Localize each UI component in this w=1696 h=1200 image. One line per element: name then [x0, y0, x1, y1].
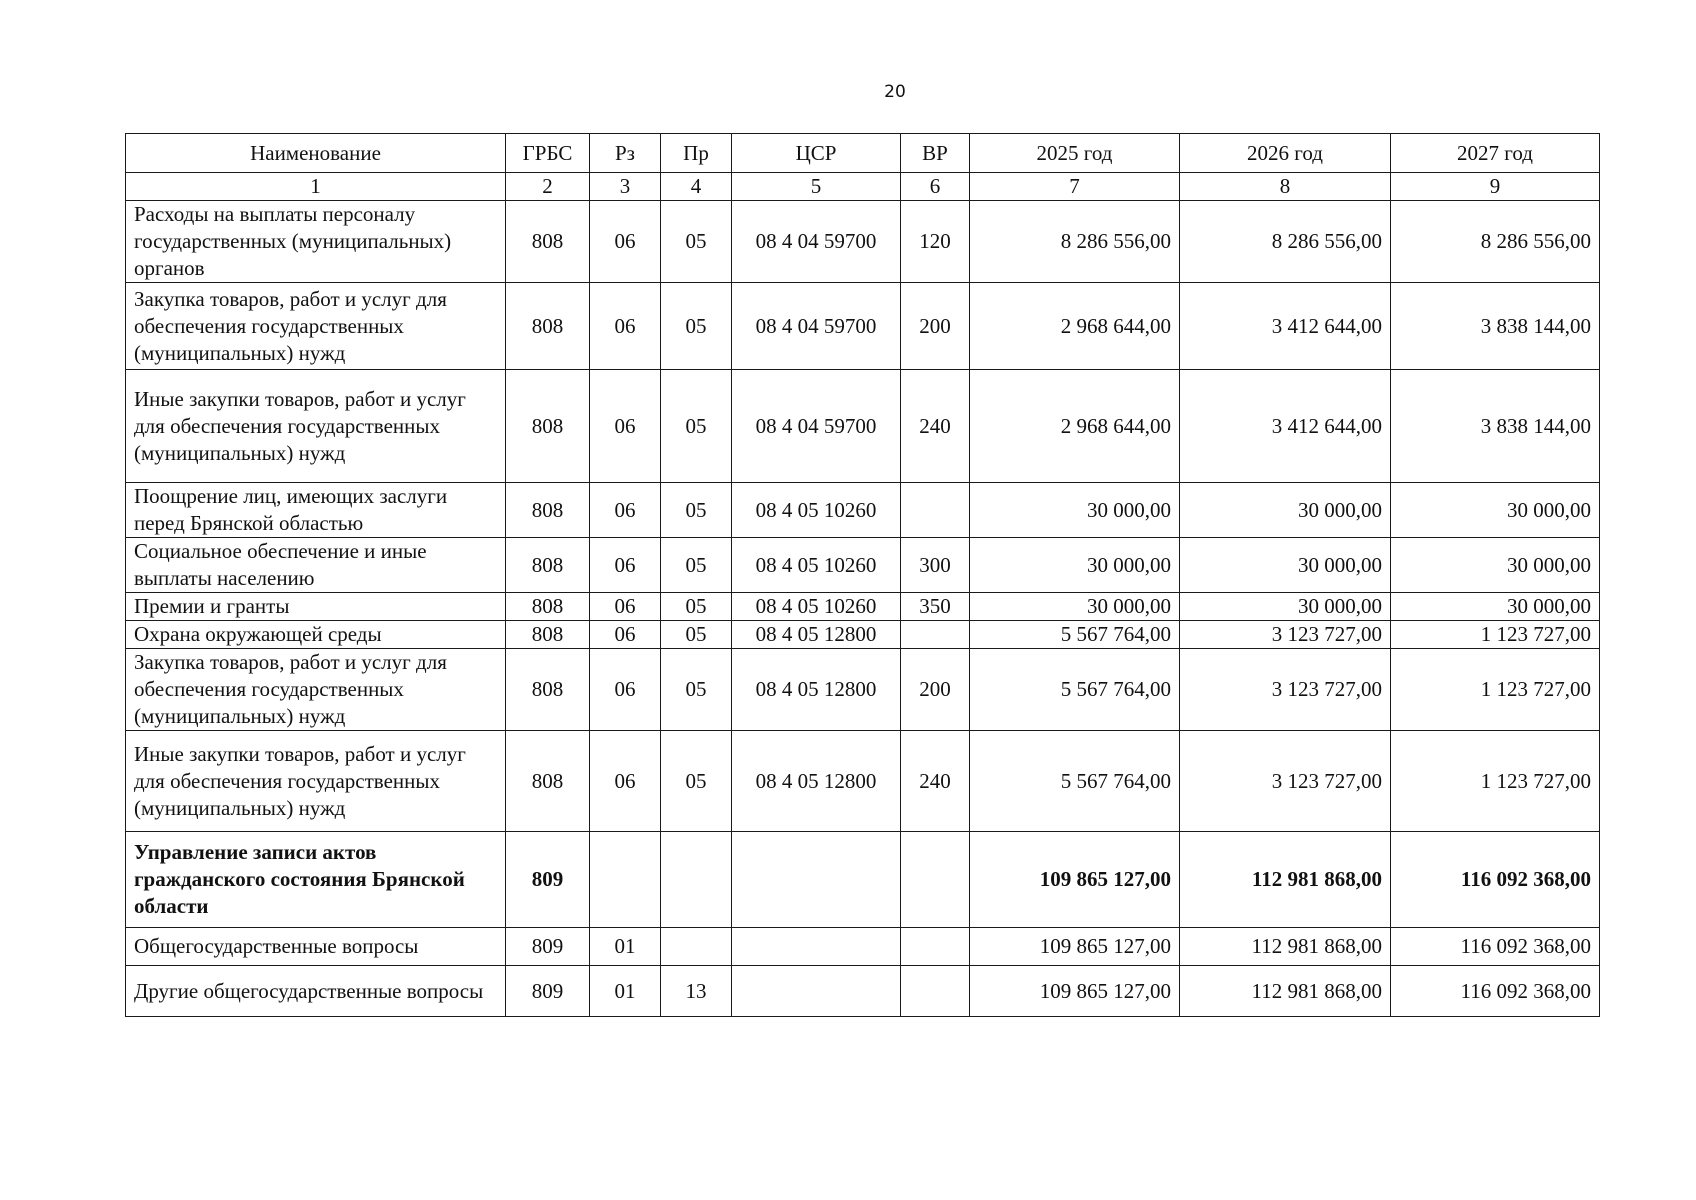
column-number: 3	[590, 173, 661, 201]
table-row	[126, 201, 1600, 283]
row-name: Поощрение лиц, имеющих заслуги перед Брянской областью	[126, 483, 506, 538]
row-amount-2026: 30 000,00	[1180, 483, 1391, 538]
header-pr: Пр	[661, 134, 732, 173]
row-name: Управление записи актов гражданского состояния Брянской области	[126, 832, 506, 928]
row-vr	[901, 621, 970, 649]
row-rz: 06	[590, 201, 661, 283]
row-amount-2027: 3 838 144,00	[1391, 283, 1600, 370]
table-row	[126, 538, 1600, 593]
row-name: Другие общегосударственные вопросы	[126, 966, 506, 1017]
row-pr: 05	[661, 649, 732, 731]
row-grbs: 808	[506, 370, 590, 483]
row-vr	[901, 832, 970, 928]
row-amount-2025: 109 865 127,00	[970, 832, 1180, 928]
row-amount-2026: 112 981 868,00	[1180, 928, 1391, 966]
table-row	[126, 283, 1600, 370]
row-csr: 08 4 04 59700	[732, 283, 901, 370]
row-grbs: 808	[506, 201, 590, 283]
row-amount-2027: 116 092 368,00	[1391, 966, 1600, 1017]
table-row	[126, 593, 1600, 621]
table-body	[126, 173, 1600, 1017]
row-amount-2026: 8 286 556,00	[1180, 201, 1391, 283]
row-pr: 05	[661, 283, 732, 370]
page-number: 20	[884, 82, 906, 102]
row-csr	[732, 832, 901, 928]
row-pr: 13	[661, 966, 732, 1017]
row-amount-2026: 30 000,00	[1180, 538, 1391, 593]
row-rz: 06	[590, 370, 661, 483]
header-2027: 2027 год	[1391, 134, 1600, 173]
header-2026: 2026 год	[1180, 134, 1391, 173]
budget-table	[125, 133, 1600, 1017]
row-pr	[661, 832, 732, 928]
row-vr: 240	[901, 731, 970, 832]
row-grbs: 809	[506, 832, 590, 928]
row-grbs: 808	[506, 731, 590, 832]
row-csr: 08 4 05 10260	[732, 538, 901, 593]
row-amount-2027: 30 000,00	[1391, 593, 1600, 621]
header-name: Наименование	[126, 134, 506, 173]
row-vr: 240	[901, 370, 970, 483]
row-amount-2026: 30 000,00	[1180, 593, 1391, 621]
row-amount-2026: 3 412 644,00	[1180, 370, 1391, 483]
row-amount-2026: 3 123 727,00	[1180, 731, 1391, 832]
table-row	[126, 483, 1600, 538]
row-csr: 08 4 05 12800	[732, 649, 901, 731]
row-pr: 05	[661, 731, 732, 832]
row-amount-2025: 30 000,00	[970, 538, 1180, 593]
column-number: 4	[661, 173, 732, 201]
row-name: Закупка товаров, работ и услуг для обеспечения государственных (муниципальных) нужд	[126, 649, 506, 731]
row-rz	[590, 832, 661, 928]
column-number: 1	[126, 173, 506, 201]
table-row	[126, 370, 1600, 483]
row-amount-2025: 2 968 644,00	[970, 370, 1180, 483]
row-amount-2026: 112 981 868,00	[1180, 832, 1391, 928]
table-row	[126, 649, 1600, 731]
row-pr: 05	[661, 538, 732, 593]
row-name: Расходы на выплаты персоналу государственных (муниципальных) органов	[126, 201, 506, 283]
column-number: 8	[1180, 173, 1391, 201]
row-name: Иные закупки товаров, работ и услуг для обеспечения государственных (муниципальных) нужд	[126, 731, 506, 832]
row-grbs: 808	[506, 538, 590, 593]
row-csr: 08 4 04 59700	[732, 370, 901, 483]
row-amount-2026: 3 123 727,00	[1180, 649, 1391, 731]
row-amount-2026: 112 981 868,00	[1180, 966, 1391, 1017]
row-name: Закупка товаров, работ и услуг для обеспечения государственных (муниципальных) нужд	[126, 283, 506, 370]
row-vr: 350	[901, 593, 970, 621]
row-rz: 01	[590, 928, 661, 966]
row-name: Иные закупки товаров, работ и услуг для обеспечения государственных (муниципальных) нужд	[126, 370, 506, 483]
row-grbs: 809	[506, 928, 590, 966]
row-pr: 05	[661, 593, 732, 621]
row-pr: 05	[661, 483, 732, 538]
row-amount-2026: 3 412 644,00	[1180, 283, 1391, 370]
column-number: 5	[732, 173, 901, 201]
row-amount-2027: 30 000,00	[1391, 538, 1600, 593]
header-grbs: ГРБС	[506, 134, 590, 173]
row-grbs: 808	[506, 483, 590, 538]
header-vr: ВР	[901, 134, 970, 173]
column-number: 6	[901, 173, 970, 201]
column-number: 2	[506, 173, 590, 201]
row-amount-2027: 1 123 727,00	[1391, 649, 1600, 731]
row-rz: 06	[590, 593, 661, 621]
row-amount-2027: 116 092 368,00	[1391, 832, 1600, 928]
row-csr	[732, 928, 901, 966]
row-csr: 08 4 05 10260	[732, 593, 901, 621]
row-csr: 08 4 05 12800	[732, 621, 901, 649]
column-number-row	[126, 173, 1600, 201]
row-vr	[901, 966, 970, 1017]
row-amount-2025: 5 567 764,00	[970, 621, 1180, 649]
row-amount-2025: 30 000,00	[970, 593, 1180, 621]
row-amount-2025: 109 865 127,00	[970, 928, 1180, 966]
row-vr: 120	[901, 201, 970, 283]
row-amount-2025: 109 865 127,00	[970, 966, 1180, 1017]
row-vr: 200	[901, 649, 970, 731]
row-rz: 01	[590, 966, 661, 1017]
table-row	[126, 832, 1600, 928]
row-grbs: 808	[506, 593, 590, 621]
row-pr: 05	[661, 370, 732, 483]
row-amount-2025: 30 000,00	[970, 483, 1180, 538]
column-number: 7	[970, 173, 1180, 201]
header-2025: 2025 год	[970, 134, 1180, 173]
row-rz: 06	[590, 621, 661, 649]
table-row	[126, 731, 1600, 832]
row-csr: 08 4 04 59700	[732, 201, 901, 283]
row-amount-2027: 1 123 727,00	[1391, 621, 1600, 649]
row-pr	[661, 928, 732, 966]
table-row	[126, 928, 1600, 966]
row-amount-2025: 8 286 556,00	[970, 201, 1180, 283]
row-grbs: 809	[506, 966, 590, 1017]
row-amount-2027: 116 092 368,00	[1391, 928, 1600, 966]
row-name: Охрана окружающей среды	[126, 621, 506, 649]
table-row	[126, 621, 1600, 649]
row-vr	[901, 483, 970, 538]
row-name: Социальное обеспечение и иные выплаты населению	[126, 538, 506, 593]
row-vr: 300	[901, 538, 970, 593]
row-csr	[732, 966, 901, 1017]
row-amount-2027: 3 838 144,00	[1391, 370, 1600, 483]
column-number: 9	[1391, 173, 1600, 201]
row-grbs: 808	[506, 283, 590, 370]
row-name: Премии и гранты	[126, 593, 506, 621]
row-rz: 06	[590, 283, 661, 370]
row-amount-2025: 5 567 764,00	[970, 731, 1180, 832]
row-pr: 05	[661, 621, 732, 649]
row-amount-2025: 5 567 764,00	[970, 649, 1180, 731]
row-amount-2026: 3 123 727,00	[1180, 621, 1391, 649]
row-amount-2027: 30 000,00	[1391, 483, 1600, 538]
header-rz: Рз	[590, 134, 661, 173]
row-amount-2027: 8 286 556,00	[1391, 201, 1600, 283]
row-amount-2025: 2 968 644,00	[970, 283, 1180, 370]
row-csr: 08 4 05 10260	[732, 483, 901, 538]
row-amount-2027: 1 123 727,00	[1391, 731, 1600, 832]
header-csr: ЦСР	[732, 134, 901, 173]
row-name: Общегосударственные вопросы	[126, 928, 506, 966]
row-rz: 06	[590, 649, 661, 731]
row-csr: 08 4 05 12800	[732, 731, 901, 832]
header-row	[126, 134, 1600, 173]
row-rz: 06	[590, 731, 661, 832]
row-rz: 06	[590, 483, 661, 538]
row-pr: 05	[661, 201, 732, 283]
row-vr	[901, 928, 970, 966]
row-rz: 06	[590, 538, 661, 593]
row-grbs: 808	[506, 621, 590, 649]
table-row	[126, 966, 1600, 1017]
row-vr: 200	[901, 283, 970, 370]
row-grbs: 808	[506, 649, 590, 731]
